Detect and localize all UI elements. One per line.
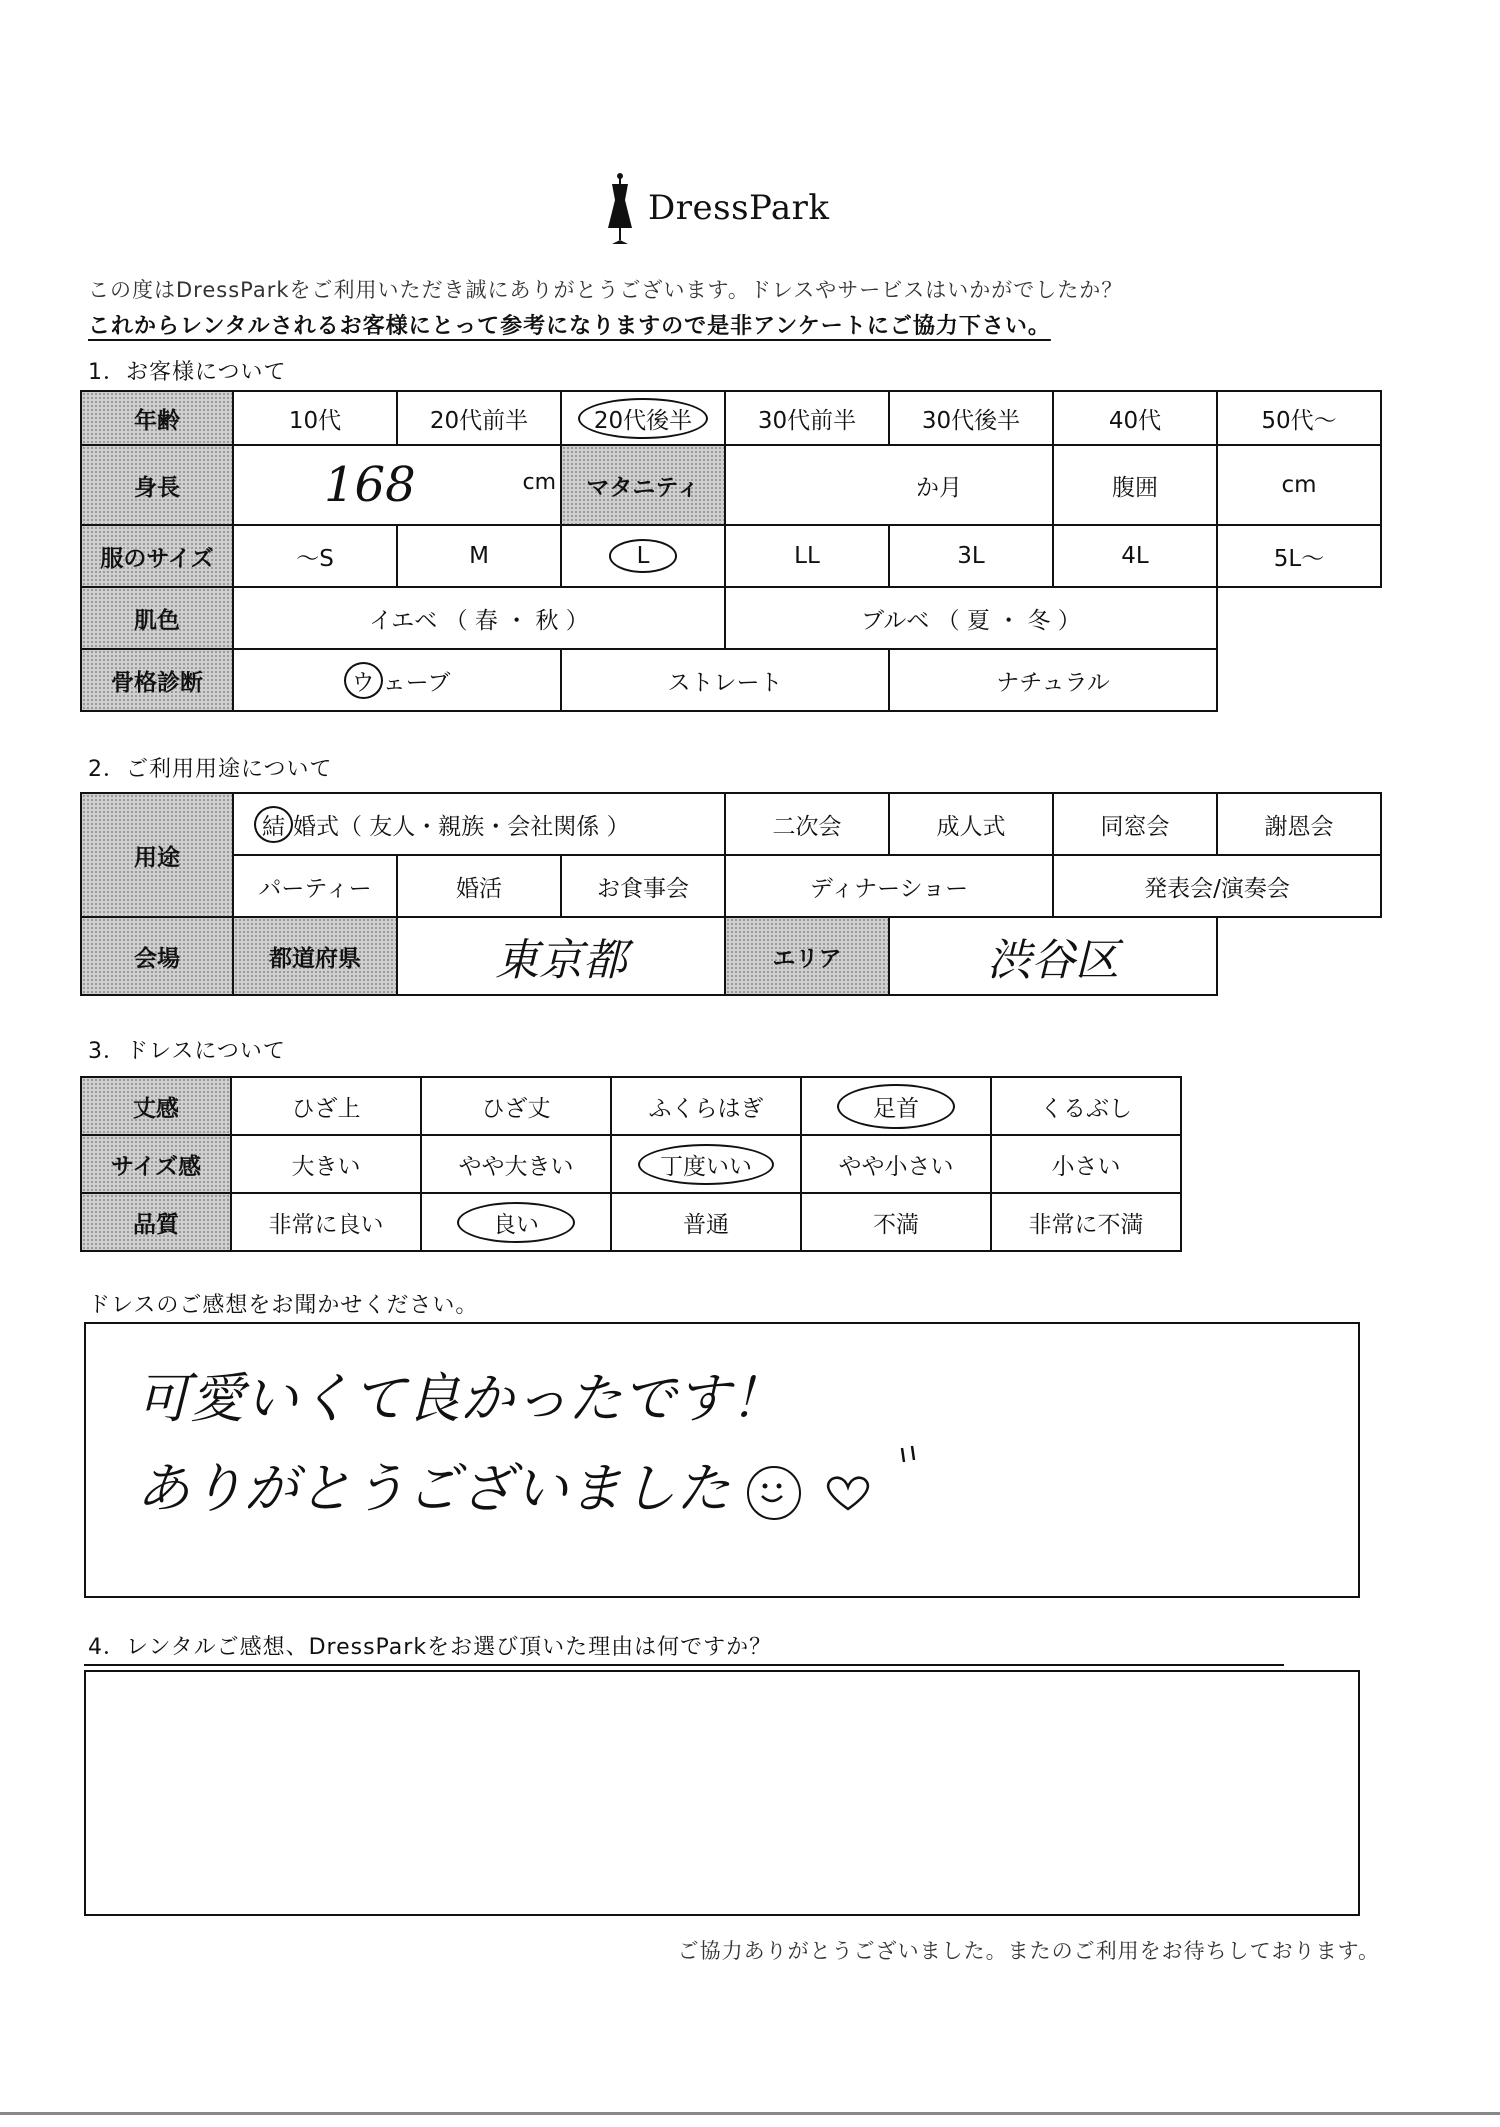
- usage-option[interactable]: 謝恩会: [1217, 793, 1381, 855]
- customer-table: [80, 390, 1382, 712]
- fit-option[interactable]: 大きい: [231, 1135, 421, 1193]
- size-option[interactable]: 4L: [1053, 525, 1217, 587]
- section-4-title: 4．レンタルご感想、DressParkをお選び頂いた理由は何ですか？: [88, 1635, 773, 1660]
- section-2-title: 2．ご利用用途について: [88, 757, 333, 782]
- size-label: 服のサイズ: [81, 525, 233, 587]
- prefecture-label: 都道府県: [233, 917, 397, 995]
- fit-row: [81, 1135, 1181, 1193]
- waist-label: 腹囲: [1053, 445, 1217, 525]
- usage-option[interactable]: パーティー: [233, 855, 397, 917]
- skin-blue-option[interactable]: ブルベ （ 夏 ・ 冬 ）: [725, 587, 1217, 649]
- page-bottom-rule: [0, 2112, 1500, 2115]
- wedding-option-selected[interactable]: [233, 793, 725, 855]
- age-option[interactable]: 30代前半: [725, 391, 889, 445]
- usage-label: 用途: [81, 793, 233, 917]
- age-row: [81, 391, 1381, 445]
- size-row: [81, 525, 1381, 587]
- age-option[interactable]: 10代: [233, 391, 397, 445]
- maternity-unit: か月: [916, 474, 962, 501]
- impression-box[interactable]: [84, 1322, 1360, 1598]
- bone-label: 骨格診断: [81, 649, 233, 711]
- skin-yellow-option[interactable]: イエベ （ 春 ・ 秋 ）: [233, 587, 725, 649]
- height-value: 168: [324, 457, 416, 513]
- wedding-text: 婚式（ 友人・親族・会社関係 ）: [293, 813, 630, 840]
- impression-prompt: ドレスのご感想をお聞かせください。: [88, 1293, 479, 1318]
- usage-option[interactable]: 成人式: [889, 793, 1053, 855]
- length-option[interactable]: ひざ上: [231, 1077, 421, 1135]
- quality-option[interactable]: 非常に良い: [231, 1193, 421, 1251]
- waist-unit: cm: [1281, 472, 1317, 498]
- selection-circle: ウ: [344, 662, 383, 699]
- section-4-rule: [84, 1664, 1284, 1666]
- age-option[interactable]: 50代～: [1217, 391, 1381, 445]
- age-option[interactable]: 20代前半: [397, 391, 561, 445]
- height-unit: cm: [522, 470, 556, 495]
- impression-line-2: ありがとうございました: [136, 1457, 730, 1520]
- maternity-field[interactable]: [725, 445, 1053, 525]
- usage-option[interactable]: お食事会: [561, 855, 725, 917]
- sparkle-mark-icon: [896, 1444, 920, 1474]
- length-option[interactable]: ひざ丈: [421, 1077, 611, 1135]
- age-label: 年齢: [81, 391, 233, 445]
- fit-option[interactable]: 小さい: [991, 1135, 1181, 1193]
- bone-natural-option[interactable]: ナチュラル: [889, 649, 1217, 711]
- quality-option-selected[interactable]: [421, 1193, 611, 1251]
- area-label: エリア: [725, 917, 889, 995]
- bone-row: [81, 649, 1381, 711]
- waist-field[interactable]: [1217, 445, 1381, 525]
- size-option[interactable]: LL: [725, 525, 889, 587]
- fit-option[interactable]: やや大きい: [421, 1135, 611, 1193]
- bone-straight-option[interactable]: ストレート: [561, 649, 889, 711]
- bone-wave-text: ェーブ: [382, 669, 451, 696]
- prefecture-value[interactable]: 東京都: [397, 917, 725, 995]
- length-option-selected[interactable]: [801, 1077, 991, 1135]
- bone-wave-option-selected[interactable]: [233, 649, 561, 711]
- usage-row-2: [81, 855, 1381, 917]
- heart-icon: [818, 1473, 878, 1513]
- reason-box[interactable]: [84, 1670, 1360, 1916]
- fit-option-selected[interactable]: [611, 1135, 801, 1193]
- age-option[interactable]: 30代後半: [889, 391, 1053, 445]
- usage-table: [80, 792, 1382, 996]
- usage-option[interactable]: 同窓会: [1053, 793, 1217, 855]
- venue-label: 会場: [81, 917, 233, 995]
- brand-name: DressPark: [648, 188, 830, 228]
- quality-option[interactable]: 非常に不満: [991, 1193, 1181, 1251]
- usage-option[interactable]: 二次会: [725, 793, 889, 855]
- impression-line-1: 可愛いくて良かったです！: [136, 1367, 784, 1430]
- length-label: 丈感: [81, 1077, 231, 1135]
- fit-label: サイズ感: [81, 1135, 231, 1193]
- fit-option[interactable]: やや小さい: [801, 1135, 991, 1193]
- impression-line-2-wrap: [136, 1444, 1358, 1534]
- smiley-icon: [747, 1466, 801, 1520]
- selection-circle: 結: [254, 806, 293, 843]
- size-option[interactable]: 5L～: [1217, 525, 1381, 587]
- age-option-selected[interactable]: [561, 391, 725, 445]
- selection-circle: L: [609, 539, 678, 573]
- quality-label: 品質: [81, 1193, 231, 1251]
- selection-circle: 良い: [457, 1202, 575, 1243]
- selection-circle: 20代後半: [578, 398, 708, 439]
- dress-form-icon: [600, 170, 640, 250]
- quality-row: [81, 1193, 1181, 1251]
- venue-row: [81, 917, 1381, 995]
- length-option[interactable]: くるぶし: [991, 1077, 1181, 1135]
- intro-text: この度はDressParkをご利用いただき誠にありがとうございます。ドレスやサービスはいかがでしたか？: [88, 278, 1124, 302]
- maternity-label: マタニティ: [561, 445, 725, 525]
- skin-label: 肌色: [81, 587, 233, 649]
- brand-logo: [600, 170, 900, 260]
- age-option[interactable]: 40代: [1053, 391, 1217, 445]
- size-option-selected[interactable]: [561, 525, 725, 587]
- area-value[interactable]: 渋谷区: [889, 917, 1217, 995]
- section-1-title: 1．お客様について: [88, 360, 287, 385]
- usage-row-1: [81, 793, 1381, 855]
- section-3-title: 3．ドレスについて: [88, 1039, 286, 1064]
- size-option[interactable]: 3L: [889, 525, 1053, 587]
- usage-option[interactable]: ディナーショー: [725, 855, 1053, 917]
- dress-table: [80, 1076, 1182, 1252]
- usage-option[interactable]: 婚活: [397, 855, 561, 917]
- height-row: [81, 445, 1381, 525]
- selection-circle: 足首: [837, 1084, 955, 1129]
- usage-option[interactable]: 発表会/演奏会: [1053, 855, 1381, 917]
- length-option[interactable]: ふくらはぎ: [611, 1077, 801, 1135]
- skin-row: [81, 587, 1381, 649]
- size-option[interactable]: ～S: [233, 525, 397, 587]
- thank-you-footer: ご協力ありがとうございました。またのご利用をお待ちしております。: [677, 1939, 1380, 1963]
- height-label: 身長: [81, 445, 233, 525]
- quality-option[interactable]: 不満: [801, 1193, 991, 1251]
- selection-circle: 丁度いい: [638, 1144, 774, 1185]
- quality-option[interactable]: 普通: [611, 1193, 801, 1251]
- height-field[interactable]: [233, 445, 561, 525]
- intro-request: これからレンタルされるお客様にとって参考になりますので是非アンケートにご協力下さい。: [88, 314, 1051, 339]
- length-row: [81, 1077, 1181, 1135]
- size-option[interactable]: M: [397, 525, 561, 587]
